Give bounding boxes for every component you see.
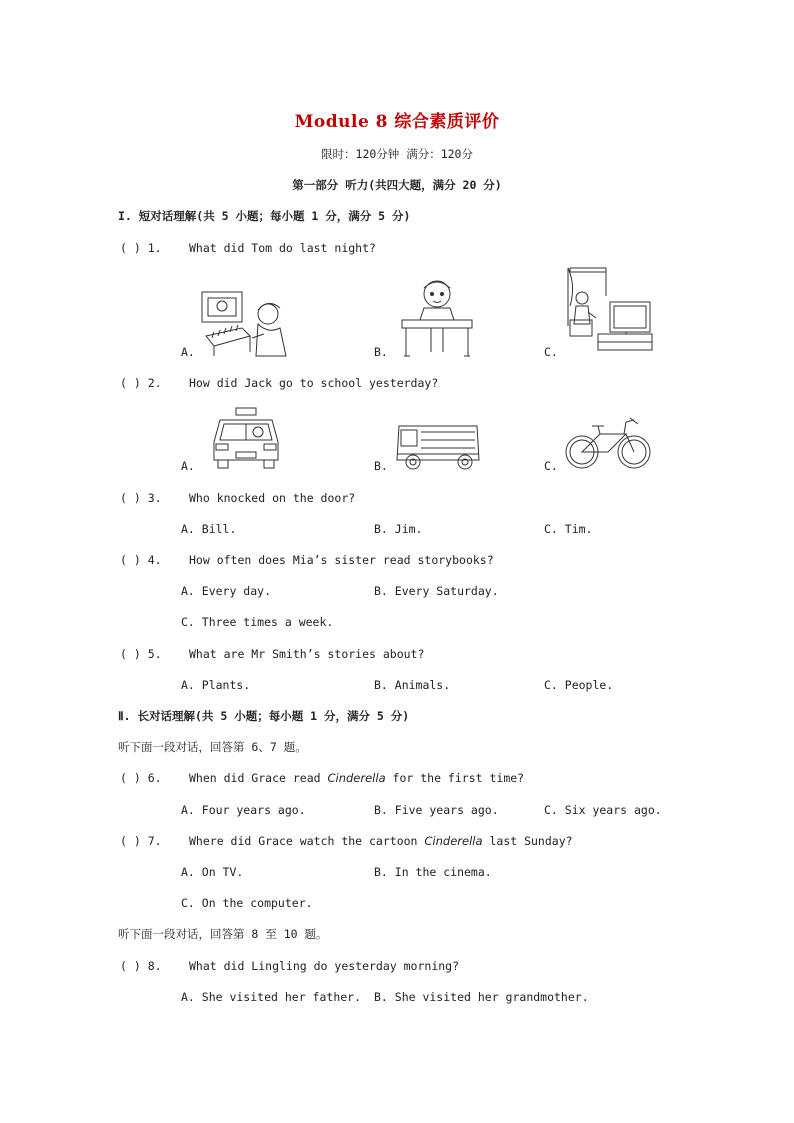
q7-option-c[interactable]: C. On the computer. bbox=[181, 896, 313, 910]
q5-text: What are Mr Smith’s stories about? bbox=[189, 647, 425, 661]
q6-text: When did Grace read Cinderella for the first time? bbox=[189, 771, 525, 785]
part-heading: 第一部分 听力(共四大题，满分 20 分) bbox=[292, 178, 502, 192]
q8-option-a[interactable]: A. She visited her father. bbox=[181, 990, 362, 1004]
q6-option-c[interactable]: C. Six years ago. bbox=[544, 803, 662, 817]
q4-bracket: ( ) 4. bbox=[120, 553, 162, 567]
section2-intro-2: 听下面一段对话，回答第 8 至 10 题。 bbox=[118, 927, 328, 941]
section2-heading: Ⅱ. 长对话理解(共 5 小题；每小题 1 分，满分 5 分) bbox=[118, 709, 410, 723]
section1-heading: I. 短对话理解(共 5 小题；每小题 1 分，满分 5 分) bbox=[118, 209, 411, 223]
q1-bracket: ( ) 1. bbox=[120, 241, 162, 255]
q8-text: What did Lingling do yesterday morning? bbox=[189, 959, 460, 973]
q3-option-b[interactable]: B. Jim. bbox=[374, 522, 423, 536]
q1-option-a-image bbox=[198, 288, 290, 358]
q1-option-b[interactable]: B. bbox=[374, 345, 388, 359]
q3-bracket: ( ) 3. bbox=[120, 491, 162, 505]
q2-option-c-image bbox=[564, 416, 652, 472]
q1-option-b-image bbox=[400, 274, 474, 358]
q7-option-b[interactable]: B. In the cinema. bbox=[374, 865, 492, 879]
q6-bracket: ( ) 6. bbox=[120, 771, 162, 785]
q3-option-c[interactable]: C. Tim. bbox=[544, 522, 593, 536]
q7-text: Where did Grace watch the cartoon Cinderella last Sunday? bbox=[189, 834, 573, 848]
q5-option-a[interactable]: A. Plants. bbox=[181, 678, 251, 692]
q8-bracket: ( ) 8. bbox=[120, 959, 162, 973]
q1-text: What did Tom do last night? bbox=[189, 241, 376, 255]
q2-text: How did Jack go to school yesterday? bbox=[189, 376, 439, 390]
q5-bracket: ( ) 5. bbox=[120, 647, 162, 661]
q2-bracket: ( ) 2. bbox=[120, 376, 162, 390]
q2-option-a[interactable]: A. bbox=[181, 459, 195, 473]
q6-option-b[interactable]: B. Five years ago. bbox=[374, 803, 499, 817]
page-title: Module 8 综合素质评价 bbox=[294, 112, 500, 132]
q5-option-b[interactable]: B. Animals. bbox=[374, 678, 451, 692]
q1-option-a[interactable]: A. bbox=[181, 345, 195, 359]
q4-option-b[interactable]: B. Every Saturday. bbox=[374, 584, 499, 598]
q3-text: Who knocked on the door? bbox=[189, 491, 356, 505]
q8-option-b[interactable]: B. She visited her grandmother. bbox=[374, 990, 589, 1004]
q7-option-a[interactable]: A. On TV. bbox=[181, 865, 244, 879]
q6-option-a[interactable]: A. Four years ago. bbox=[181, 803, 306, 817]
section2-intro-1: 听下面一段对话，回答第 6、7 题。 bbox=[118, 740, 307, 754]
q1-option-c[interactable]: C. bbox=[544, 345, 558, 359]
q3-option-a[interactable]: A. Bill. bbox=[181, 522, 237, 536]
q4-option-c[interactable]: C. Three times a week. bbox=[181, 615, 334, 629]
q1-option-c-image bbox=[566, 266, 656, 358]
q2-option-b-image bbox=[395, 420, 481, 472]
q5-option-c[interactable]: C. People. bbox=[544, 678, 614, 692]
q2-option-c[interactable]: C. bbox=[544, 459, 558, 473]
q4-option-a[interactable]: A. Every day. bbox=[181, 584, 272, 598]
exam-meta: 限时：120分钟 满分：120分 bbox=[321, 147, 473, 161]
q7-bracket: ( ) 7. bbox=[120, 834, 162, 848]
q2-option-a-image bbox=[210, 406, 282, 470]
q4-text: How often does Mia’s sister read storybooks? bbox=[189, 553, 494, 567]
q2-option-b[interactable]: B. bbox=[374, 459, 388, 473]
